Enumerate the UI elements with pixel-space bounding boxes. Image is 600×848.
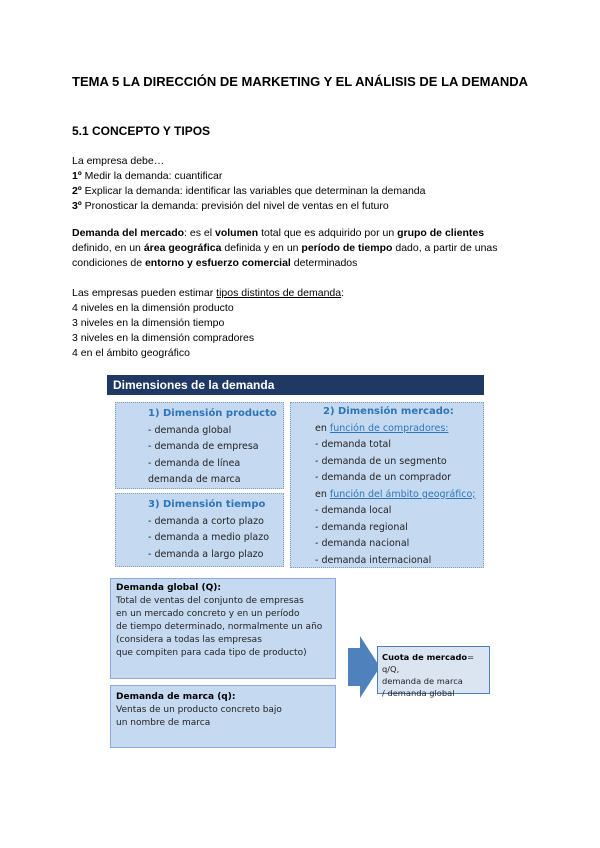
dimension-mercado-box [290,402,484,568]
dimension-tiempo-box [115,493,284,567]
demanda-global-box [110,578,336,679]
mercado-sub2: en función del ámbito geográfico; [315,488,476,500]
cuota-mercado-box [377,646,490,698]
demanda-marca-title: Demanda de marca (q): [116,692,236,702]
list-item: - demanda nacional [315,538,410,549]
types-item: 4 en el ámbito geográfico [72,347,190,359]
list-item: - demanda total [315,439,392,450]
types-link: tipos distintos de demanda [216,287,342,299]
list-item: - demanda de empresa [148,441,259,452]
dimension-producto-title: 1) Dimensión producto [148,408,277,419]
list-item: - demanda global [148,424,232,436]
list-item: - demanda a corto plazo [148,515,264,527]
list-item: - demanda a medio plazo [148,532,270,543]
definition-paragraph: Demanda del mercado: es el volumen total que es adquirido por un grupo de clientes definido, en un área geográfica definida y en un período de tiempo dado, a partir de unas condiciones de entorno y esfuerzo comercial determinados [72,227,498,269]
text-line: un nombre de marca [116,718,211,728]
text-line: de tiempo determinado, normalmente un año [116,622,323,632]
dimensions-figure [107,375,484,571]
text-line: / demanda global [382,688,455,698]
cuota-formula: = q/Q, [382,652,475,674]
figure-header: Dimensiones de la demanda [107,375,484,395]
text-line: que compiten para cada tipo de producto) [116,648,307,658]
section-heading: 5.1 CONCEPTO Y TIPOS [72,124,211,138]
intro-lead: La empresa debe… [72,155,165,167]
text-line: en un mercado concreto y en un período [116,609,300,619]
dimension-producto-box [115,402,284,489]
page-title: TEMA 5 LA DIRECCIÓN DE MARKETING Y EL ANÁLISIS DE LA DEMANDA [72,74,528,89]
dimension-mercado-title: 2) Dimensión mercado: [323,406,454,417]
list-item: - demanda a largo plazo [148,548,264,560]
list-item: - demanda de un comprador [315,472,452,483]
types-item: 3 niveles en la dimensión tiempo [72,317,225,329]
types-paragraph [72,286,542,361]
demanda-marca-box [110,685,336,748]
mercado-sub1: en función de compradores: [315,422,449,434]
list-item: - demanda de un segmento [315,455,447,467]
types-item: 4 niveles en la dimensión producto [72,302,234,314]
list-item: - demanda local [315,505,392,516]
intro-step-1: 1º Medir la demanda: cuantificar [72,170,223,182]
text-line: Ventas de un producto concreto bajo [116,705,282,715]
types-lead: Las empresas pueden estimar tipos distintos de demanda: [72,287,345,299]
types-item: 3 niveles en la dimensión compradores [72,332,255,344]
intro-step-2: 2º Explicar la demanda: identificar las variables que determinan la demanda [72,185,426,197]
list-item: - demanda de línea [148,457,241,469]
list-item: - demanda regional [315,521,408,533]
text-line: demanda de marca [382,676,463,686]
list-item: demanda de marca [148,474,241,485]
demanda-global-title: Demanda global (Q): [116,583,222,593]
cuota-title: Cuota de mercado [382,652,468,662]
arrow-right-icon [348,636,380,698]
text-line: Total de ventas del conjunto de empresas [116,596,304,606]
list-item: - demanda internacional [315,554,432,566]
text-line: (considera a todas las empresas [116,635,262,645]
intro-paragraph [72,154,542,214]
dimension-tiempo-title: 3) Dimensión tiempo [148,499,266,510]
intro-step-3: 3º Pronosticar la demanda: previsión del nivel de ventas en el futuro [72,200,389,212]
